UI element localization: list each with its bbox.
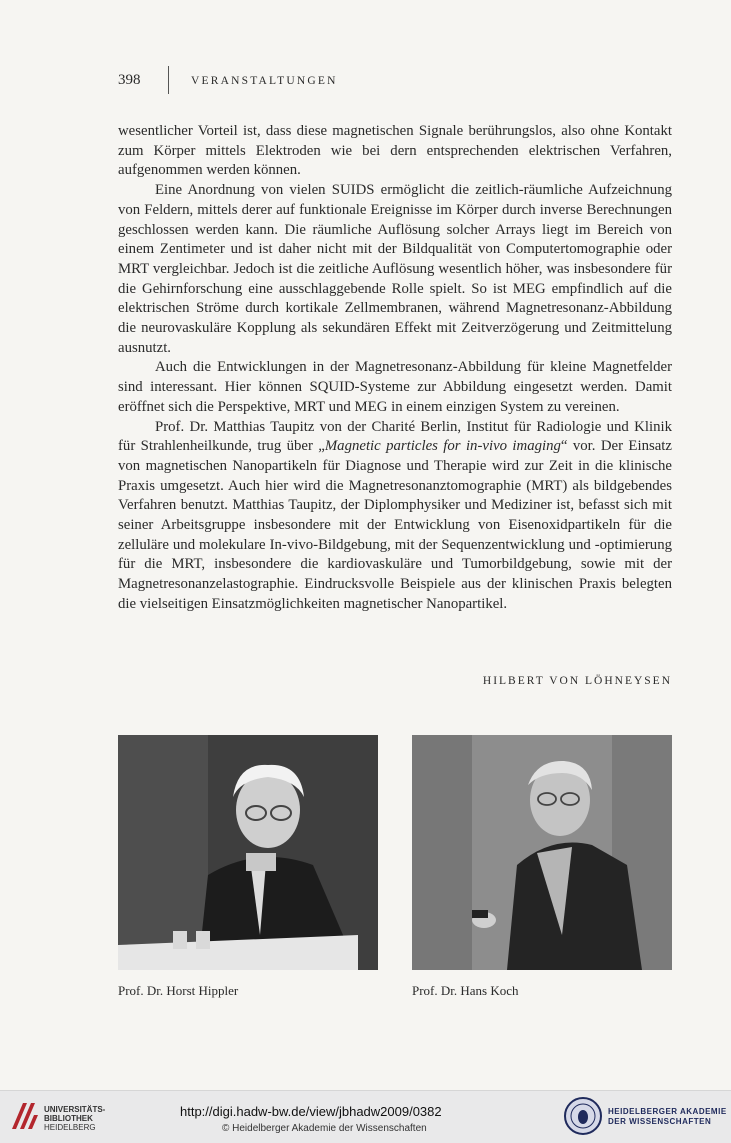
- photo-caption: Prof. Dr. Horst Hippler: [118, 983, 239, 998]
- paragraph-text: Prof. Dr. Matthias Taupitz von der Charité Berlin, Institut für Radiologie und Klinik für Strahlenheilkunde, trug über „: [118, 418, 672, 455]
- academy-seal-icon: [563, 1096, 603, 1136]
- article-body: [118, 122, 672, 615]
- photo-caption: Prof. Dr. Hans Koch: [412, 983, 519, 998]
- page-number: 398: [118, 72, 141, 88]
- paragraph: wesentlicher Vorteil ist, dass diese magnetischen Signale berührungslos, also ohne Kontakt zum Körper mittels Elektroden wie bei dern entsprechenden elektrischen Verfahren, aufgenommen werden können.: [118, 123, 672, 179]
- library-name: [44, 1105, 105, 1132]
- header-divider: [168, 66, 169, 94]
- paragraph: Eine Anordnung von vielen SUIDS ermöglicht die zeitlich-räumliche Aufzeichnung von Feldern, mittels derer auf funktionale Ereignisse im Körper durch inverse Berechnungen geschlossen werden kann. Die räumliche Auflösung solcher Arrays liegt im Bereich von einem Zentimeter und ist daher nicht mit der Bildqualität von Computertomographie oder MRT vergleichbar. Jedoch ist die zeitliche Auflösung wesentlich höher, was insbesondere für die Gehirnforschung eine ausschlaggebende Rolle spielt. So ist MEG empfindlich auf die elektrischen Ströme durch kortikale Zellmembranen, während Magnetresonanz-Abbildung die neurovaskuläre Kopplung als sekundären Effekt mit Zeitverzögerung und Zeitmittelung ausnutzt.: [118, 182, 672, 356]
- library-name-line: HEIDELBERG: [44, 1123, 96, 1132]
- digitization-footer: [0, 1090, 731, 1143]
- paragraph-text: “ vor. Der Einsatz von magnetischen Nanopartikeln für Diagnose und Therapie wird zur Zeit in die klinische Praxis umgesetzt. Auch hier wird die Magnetresonanztomographie (MRT) als bildgebendes Verfahren benutzt. Matthias Taupitz, der Diplomphysiker und Mediziner ist, befasst sich mit seiner Arbeitsgruppe insbesondere mit der Entwicklung von Eisenoxidpartikeln für die zelluläre und molekulare In-vivo-Bildgebung, mit der Sequenzentwicklung und -optimierung für die MRT, insbesondere die kardiovaskuläre und Tumorbildgebung, sowie mit der Magnetresonanzelastographie. Eindrucksvolle Beispiele aus der klinischen Praxis belegten die vielseitigen Einsatzmöglichkeiten magnetischer Nanopartikel.: [118, 438, 672, 612]
- academy-name: [608, 1107, 727, 1126]
- paragraph: Auch die Entwicklungen in der Magnetresonanz-Abbildung für kleine Magnetfelder sind interessant. Hier können SQUID-Systeme zur Abbildung eingesetzt werden. Damit eröffnet sich die Perspektive, MRT und MEG in einem einzigen System zu vereinen.: [118, 359, 672, 415]
- article-author: HILBERT VON LÖHNEYSEN: [482, 675, 672, 687]
- academy-name-line: HEIDELBERGER AKADEMIE: [608, 1107, 727, 1116]
- running-head: VERANSTALTUNGEN: [191, 75, 338, 87]
- paragraph: [118, 418, 672, 615]
- speaker-photo-illustration: [118, 735, 378, 970]
- permalink-url[interactable]: http://digi.hadw-bw.de/view/jbhadw2009/0382: [180, 1104, 442, 1119]
- speaker-photo-illustration: [412, 735, 672, 970]
- talk-title: Magnetic particles for in-vivo imaging: [324, 438, 561, 455]
- academy-name-line: DER WISSENSCHAFTEN: [608, 1116, 712, 1126]
- photo-koch: [412, 735, 672, 970]
- photo-hippler: [118, 735, 378, 970]
- library-name-line: BIBLIOTHEK: [44, 1114, 93, 1123]
- library-logo-icon: [8, 1099, 42, 1133]
- library-name-line: UNIVERSITÄTS-: [44, 1105, 106, 1114]
- copyright-notice: © Heidelberger Akademie der Wissenschaften: [222, 1123, 427, 1134]
